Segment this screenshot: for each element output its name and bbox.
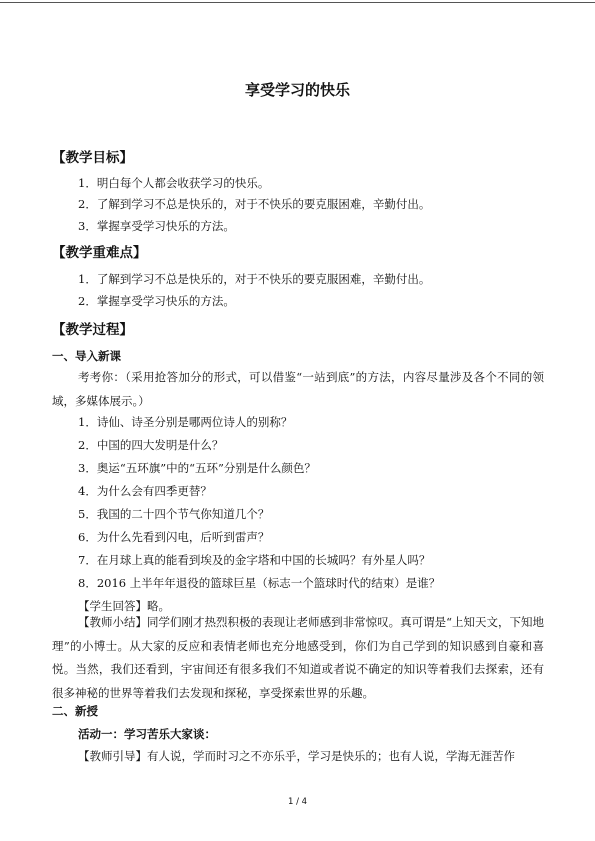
- question-item: 7．在月球上真的能看到埃及的金字塔和中国的长城吗？有外星人吗？: [78, 553, 431, 567]
- part1-heading: 一、导入新课: [52, 349, 121, 363]
- goal-item: 1．明白每个人都会收获学习的快乐。: [78, 176, 270, 190]
- goal-item: 3．掌握享受学习快乐的方法。: [78, 219, 235, 233]
- page-top-rule: [0, 2, 595, 3]
- question-item: 2．中国的四大发明是什么？: [78, 438, 224, 452]
- goals-heading: 【教学目标】: [52, 150, 133, 166]
- page-number: 1 / 4: [287, 797, 308, 807]
- teacher-guide: 【教师引导】有人说，学而时习之不亦乐乎，学习是快乐的；也有人说，学海无涯苦作: [78, 749, 515, 763]
- keypoint-item: 2．掌握享受学习快乐的方法。: [78, 294, 235, 308]
- goal-item: 2．了解到学习不总是快乐的，对于不快乐的要克服困难，辛勤付出。: [78, 197, 431, 211]
- student-answer: 【学生回答】略。: [78, 599, 170, 613]
- question-item: 5．我国的二十四个节气你知道几个？: [78, 507, 270, 521]
- question-item: 8．2016 上半年年退役的篮球巨星（标志一个篮球时代的结束）是谁？: [78, 576, 441, 590]
- activity-heading: 活动一：学习苦乐大家谈：: [78, 727, 216, 741]
- question-item: 3．奥运“五环旗”中的“五环”分别是什么颜色？: [78, 461, 316, 475]
- keypoint-item: 1．了解到学习不总是快乐的，对于不快乐的要克服困难，辛勤付出。: [78, 272, 431, 286]
- question-item: 4．为什么会有四季更替？: [78, 484, 212, 498]
- intro-paragraph: 考考你：（采用抢答加分的形式，可以借鉴“一站到底”的方法，内容尽量涉及各个不同的领域，多媒体展示。）: [52, 370, 544, 408]
- question-item: 1．诗仙、诗圣分别是哪两位诗人的别称？: [78, 415, 293, 429]
- keypoints-heading: 【教学重难点】: [52, 245, 147, 261]
- process-heading: 【教学过程】: [52, 322, 133, 338]
- document-title: 享受学习的快乐: [244, 81, 350, 99]
- part2-heading: 二、新授: [52, 704, 98, 718]
- teacher-summary: 【教师小结】同学们刚才热烈积极的表现让老师感到非常惊叹。真可谓是“上知天文，下知地理”的小博士。从大家的反应和表情老师也充分地感受到，你们为自己学到的知识感到自豪和喜悦。当然，我们还看到，宇宙间还有很多我们不知道或者说不确定的知识等着我们去探索，还有很多神秘的世界等着我们去发现和探秘，享受探索世界的乐趣。: [52, 615, 544, 700]
- question-item: 6．为什么先看到闪电，后听到雷声？: [78, 530, 270, 544]
